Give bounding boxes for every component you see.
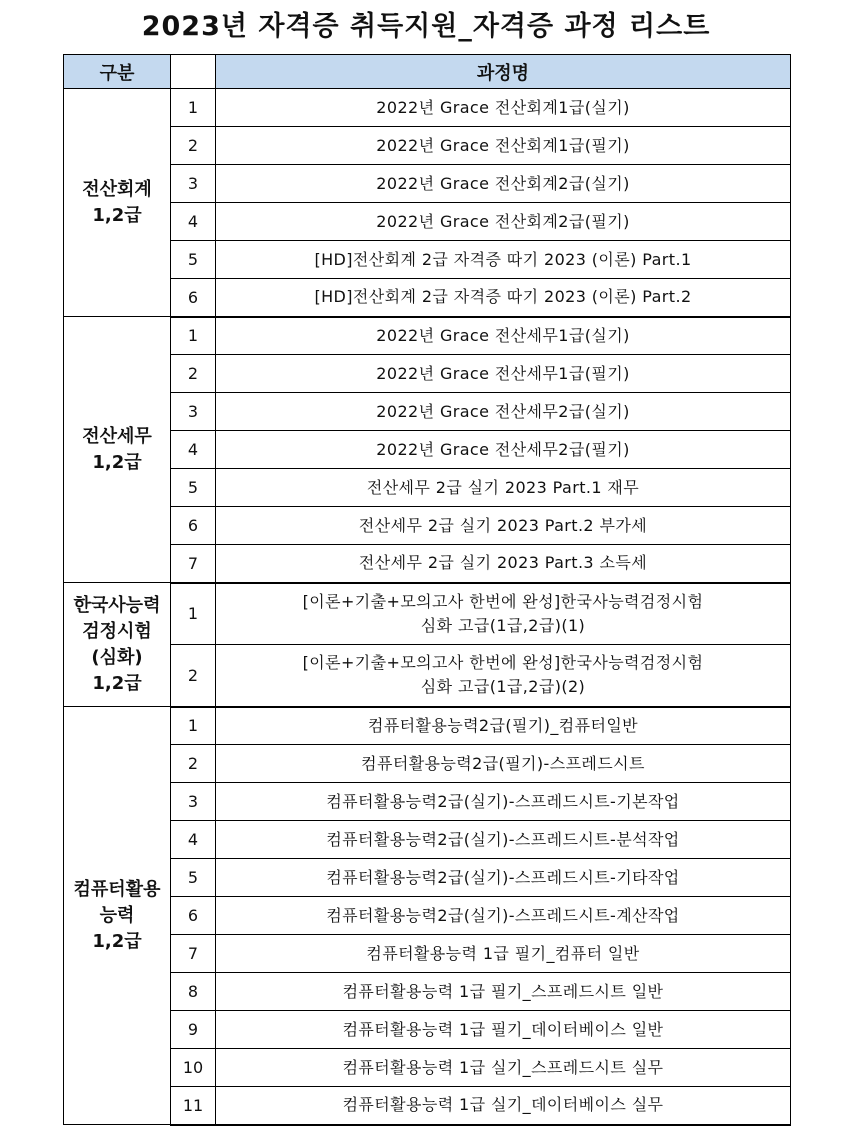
category-cell xyxy=(64,317,171,583)
course-name-line: 컴퓨터활용능력 1급 필기_데이터베이스 일반 xyxy=(342,1019,664,1039)
course-name-line: [이론+기출+모의고사 한번에 완성]한국사능력검정시험 xyxy=(302,653,704,673)
course-name-cell xyxy=(216,165,791,203)
course-name-cell xyxy=(216,583,791,645)
category-label-line: 검정시험 xyxy=(82,620,152,642)
course-name-line: 컴퓨터활용능력2급(실기)-스프레드시트-기타작업 xyxy=(326,867,680,887)
course-name-cell xyxy=(216,783,791,821)
category-label-line: 1,2급 xyxy=(92,672,142,694)
row-number: 1 xyxy=(171,583,216,645)
course-name-cell xyxy=(216,1087,791,1125)
row-number: 2 xyxy=(171,355,216,393)
course-name-cell xyxy=(216,317,791,355)
table-row xyxy=(64,783,791,821)
table-row xyxy=(64,1011,791,1049)
row-number: 2 xyxy=(171,745,216,783)
table-row xyxy=(64,241,791,279)
course-name-header: 과정명 xyxy=(216,55,791,89)
course-name-line: [이론+기출+모의고사 한번에 완성]한국사능력검정시험 xyxy=(302,591,704,611)
course-name-line: 컴퓨터활용능력2급(실기)-스프레드시트-기본작업 xyxy=(326,791,680,811)
row-number: 5 xyxy=(171,241,216,279)
table-row xyxy=(64,1049,791,1087)
table-header-row xyxy=(64,55,791,89)
course-name-line: 컴퓨터활용능력2급(실기)-스프레드시트-분석작업 xyxy=(326,829,680,849)
course-name-cell xyxy=(216,1049,791,1087)
table-row xyxy=(64,203,791,241)
table-row xyxy=(64,645,791,707)
course-name-cell xyxy=(216,1011,791,1049)
course-name-line: 2022년 Grace 전산세무1급(실기) xyxy=(376,325,630,345)
row-number: 1 xyxy=(171,317,216,355)
category-cell xyxy=(64,583,171,707)
course-name-cell xyxy=(216,935,791,973)
table-row xyxy=(64,973,791,1011)
row-number: 6 xyxy=(171,279,216,317)
table-row xyxy=(64,507,791,545)
table-row xyxy=(64,935,791,973)
category-cell xyxy=(64,89,171,317)
category-label-line: 전산세무 xyxy=(82,425,152,447)
course-name-cell xyxy=(216,393,791,431)
table-row xyxy=(64,355,791,393)
table-row xyxy=(64,127,791,165)
course-name-cell xyxy=(216,89,791,127)
number-header xyxy=(171,55,216,89)
table-row xyxy=(64,545,791,583)
course-name-cell xyxy=(216,897,791,935)
course-name-cell xyxy=(216,431,791,469)
course-name-line: 2022년 Grace 전산세무2급(필기) xyxy=(376,439,630,459)
row-number: 9 xyxy=(171,1011,216,1049)
table-row xyxy=(64,279,791,317)
table-row xyxy=(64,1087,791,1125)
course-name-line: 2022년 Grace 전산회계1급(실기) xyxy=(376,97,630,117)
row-number: 4 xyxy=(171,203,216,241)
row-number: 4 xyxy=(171,821,216,859)
course-name-cell xyxy=(216,821,791,859)
course-name-cell xyxy=(216,645,791,707)
table-row xyxy=(64,469,791,507)
course-name-line: 컴퓨터활용능력2급(필기)-스프레드시트 xyxy=(361,753,645,773)
table-row xyxy=(64,89,791,127)
course-name-line: 전산세무 2급 실기 2023 Part.1 재무 xyxy=(366,477,640,497)
course-name-line: 2022년 Grace 전산회계2급(필기) xyxy=(376,211,630,231)
course-name-cell xyxy=(216,973,791,1011)
course-name-line: 심화 고급(1급,2급)(1) xyxy=(420,615,586,635)
course-name-line: 컴퓨터활용능력 1급 실기_스프레드시트 실무 xyxy=(342,1057,664,1077)
row-number: 3 xyxy=(171,393,216,431)
row-number: 1 xyxy=(171,89,216,127)
row-number: 1 xyxy=(171,707,216,745)
course-name-line: 컴퓨터활용능력 1급 실기_데이터베이스 실무 xyxy=(342,1095,664,1115)
category-label-line: 1,2급 xyxy=(92,204,142,226)
table-row xyxy=(64,897,791,935)
course-name-line: 컴퓨터활용능력2급(실기)-스프레드시트-계산작업 xyxy=(326,905,680,925)
course-name-cell xyxy=(216,745,791,783)
category-label-line: 능력 xyxy=(99,904,135,926)
table-row xyxy=(64,583,791,645)
course-name-line: 2022년 Grace 전산세무2급(실기) xyxy=(376,401,630,421)
row-number: 5 xyxy=(171,859,216,897)
course-name-cell xyxy=(216,859,791,897)
course-name-line: [HD]전산회계 2급 자격증 따기 2023 (이론) Part.1 xyxy=(314,249,692,269)
table-row xyxy=(64,165,791,203)
course-name-line: 컴퓨터활용능력2급(필기)_컴퓨터일반 xyxy=(367,715,639,735)
category-header: 구분 xyxy=(64,55,171,89)
table-row xyxy=(64,317,791,355)
course-table xyxy=(63,54,791,1126)
row-number: 6 xyxy=(171,507,216,545)
page-title: 2023년 자격증 취득지원_자격증 과정 리스트 xyxy=(141,11,711,42)
course-name-line: [HD]전산회계 2급 자격증 따기 2023 (이론) Part.2 xyxy=(314,287,692,307)
course-name-line: 컴퓨터활용능력 1급 필기_컴퓨터 일반 xyxy=(366,943,640,963)
row-number: 8 xyxy=(171,973,216,1011)
row-number: 2 xyxy=(171,127,216,165)
table-row xyxy=(64,393,791,431)
course-name-cell xyxy=(216,355,791,393)
table-row xyxy=(64,745,791,783)
row-number: 2 xyxy=(171,645,216,707)
table-row xyxy=(64,821,791,859)
category-label-line: 1,2급 xyxy=(92,930,142,952)
table-row xyxy=(64,859,791,897)
table-row xyxy=(64,431,791,469)
course-name-cell xyxy=(216,469,791,507)
course-name-cell xyxy=(216,241,791,279)
course-name-line: 컴퓨터활용능력 1급 필기_스프레드시트 일반 xyxy=(342,981,664,1001)
course-name-line: 전산세무 2급 실기 2023 Part.2 부가세 xyxy=(358,515,648,535)
category-label-line: 전산회계 xyxy=(82,178,152,200)
category-cell xyxy=(64,707,171,1125)
category-label-line: 컴퓨터활용 xyxy=(73,878,161,900)
course-name-cell xyxy=(216,279,791,317)
row-number: 7 xyxy=(171,545,216,583)
row-number: 7 xyxy=(171,935,216,973)
course-name-line: 전산세무 2급 실기 2023 Part.3 소득세 xyxy=(358,553,648,573)
course-name-cell xyxy=(216,127,791,165)
row-number: 3 xyxy=(171,783,216,821)
course-name-cell xyxy=(216,707,791,745)
row-number: 4 xyxy=(171,431,216,469)
course-name-line: 2022년 Grace 전산세무1급(필기) xyxy=(376,363,630,383)
course-name-line: 2022년 Grace 전산회계1급(필기) xyxy=(376,135,630,155)
row-number: 11 xyxy=(171,1087,216,1125)
course-name-line: 심화 고급(1급,2급)(2) xyxy=(420,677,586,697)
row-number: 6 xyxy=(171,897,216,935)
course-name-cell xyxy=(216,545,791,583)
course-name-cell xyxy=(216,203,791,241)
category-label-line: (심화) xyxy=(91,646,143,668)
row-number: 5 xyxy=(171,469,216,507)
course-name-cell xyxy=(216,507,791,545)
category-label-line: 1,2급 xyxy=(92,451,142,473)
course-name-line: 2022년 Grace 전산회계2급(실기) xyxy=(376,173,630,193)
row-number: 3 xyxy=(171,165,216,203)
table-row xyxy=(64,707,791,745)
course-table-body xyxy=(64,89,791,1125)
row-number: 10 xyxy=(171,1049,216,1087)
category-label-line: 한국사능력 xyxy=(73,594,161,616)
